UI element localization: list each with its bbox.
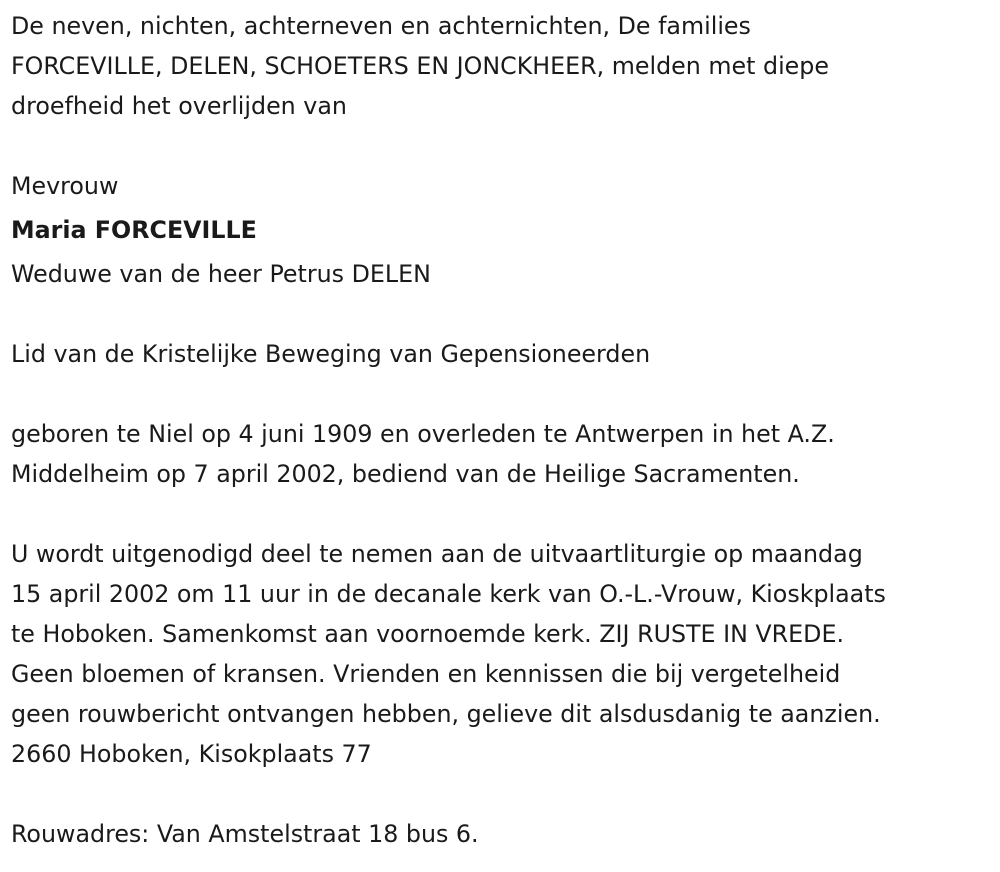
funeral-line: te Hoboken. Samenkomst aan voornoemde kerk. ZIJ RUSTE IN VREDE. xyxy=(11,620,845,648)
funeral-line: U wordt uitgenodigd deel te nemen aan de uitvaartliturgie op maandag xyxy=(11,540,863,568)
funeral-line: 2660 Hoboken, Kisokplaats 77 xyxy=(11,740,372,768)
intro-line: droefheid het overlijden van xyxy=(11,92,347,120)
spacer xyxy=(11,294,996,334)
deceased-name: Maria FORCEVILLE xyxy=(11,216,257,244)
spacer xyxy=(11,374,996,414)
funeral-line: geen rouwbericht ontvangen hebben, gelieve dit alsdusdanig te aanzien. xyxy=(11,700,881,728)
spacer xyxy=(11,494,996,534)
intro-line: De neven, nichten, achterneven en achternichten, De families xyxy=(11,12,751,40)
spacer xyxy=(11,774,996,814)
spacer xyxy=(11,126,996,166)
funeral-line: 15 april 2002 om 11 uur in de decanale kerk van O.-L.-Vrouw, Kioskplaats xyxy=(11,580,886,608)
funeral-line: Geen bloemen of kransen. Vrienden en kennissen die bij vergetelheid xyxy=(11,660,841,688)
birth-death-line: geboren te Niel op 4 juni 1909 en overleden te Antwerpen in het A.Z. xyxy=(11,420,835,448)
intro-line: FORCEVILLE, DELEN, SCHOETERS EN JONCKHEER, melden met diepe xyxy=(11,52,829,80)
death-notice xyxy=(11,6,996,854)
mourning-address: Rouwadres: Van Amstelstraat 18 bus 6. xyxy=(11,820,479,848)
birth-death-line: Middelheim op 7 april 2002, bediend van de Heilige Sacramenten. xyxy=(11,460,800,488)
widow-of: Weduwe van de heer Petrus DELEN xyxy=(11,260,431,288)
honorific: Mevrouw xyxy=(11,172,119,200)
membership: Lid van de Kristelijke Beweging van Gepensioneerden xyxy=(11,340,651,368)
